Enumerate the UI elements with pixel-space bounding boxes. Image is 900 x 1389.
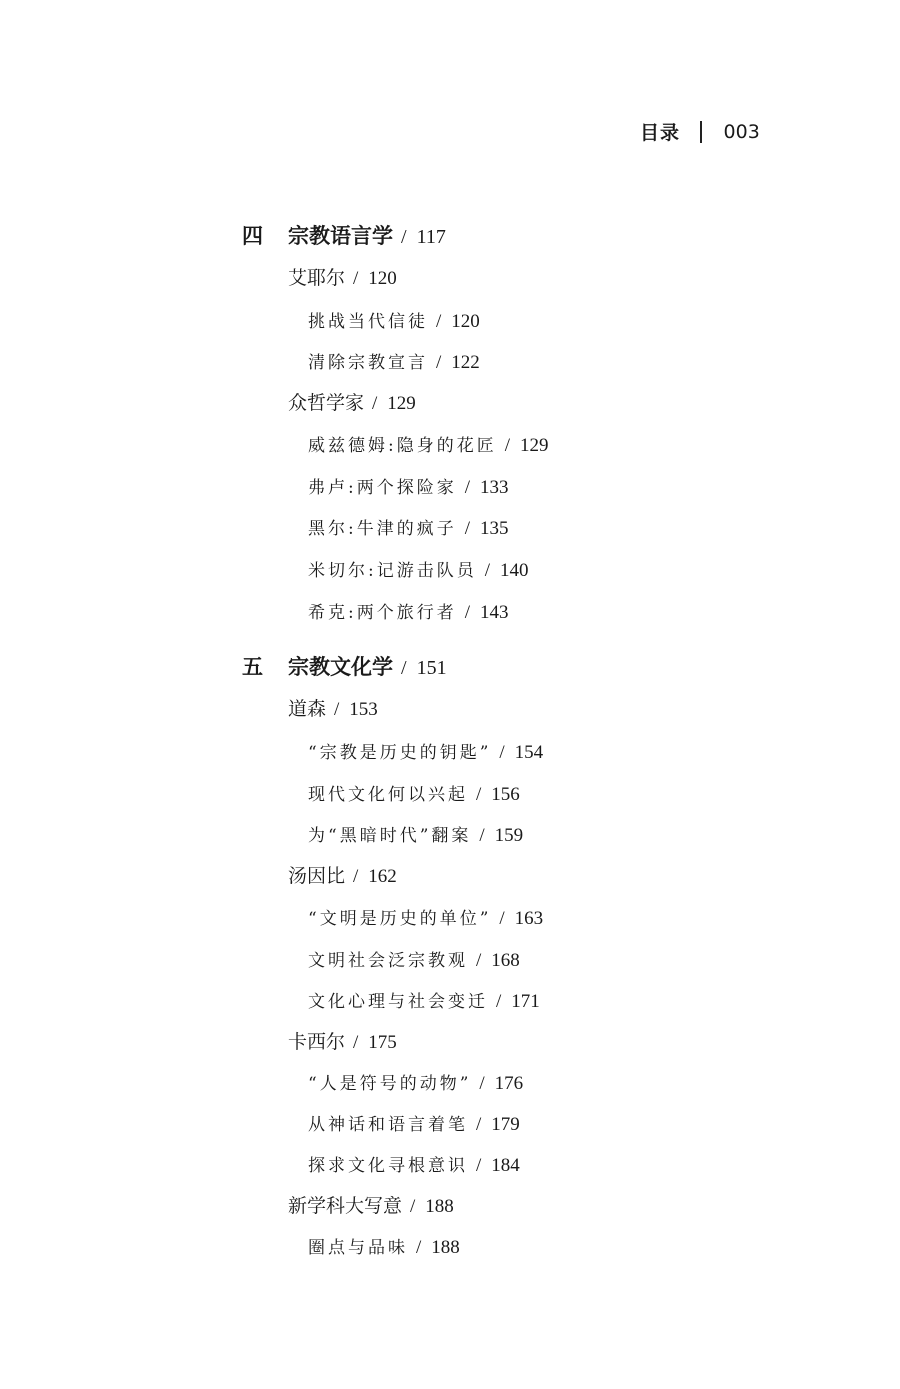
header-page-number: 003 xyxy=(723,120,760,143)
subsection-title: 威兹德姆:隐身的花匠 xyxy=(308,436,497,456)
toc-section: 众哲学家 / 129 xyxy=(288,392,416,414)
toc-subsection: “文明是历史的单位” / 163 xyxy=(308,908,544,929)
toc-section: 汤因比 / 162 xyxy=(288,865,397,887)
page-ref: 154 xyxy=(514,742,544,763)
toc-section: 卡西尔 / 175 xyxy=(288,1031,397,1053)
toc-subsection: 米切尔:记游击队员 / 140 xyxy=(308,560,529,581)
subsection-title: 米切尔:记游击队员 xyxy=(308,561,477,581)
section-title: 新学科大写意 xyxy=(288,1195,403,1217)
chapter-title: 宗教语言学 xyxy=(288,223,393,248)
toc-section: 道森 / 153 xyxy=(288,698,378,720)
subsection-title: 清除宗教宣言 xyxy=(308,353,428,373)
section-title: 众哲学家 xyxy=(288,392,365,414)
page-ref: 184 xyxy=(491,1155,520,1176)
subsection-title: 希克:两个旅行者 xyxy=(308,603,457,623)
header-divider xyxy=(700,121,702,143)
page-ref: 162 xyxy=(368,866,397,887)
toc-subsection: 文明社会泛宗教观 / 168 xyxy=(308,950,520,971)
page-ref: 176 xyxy=(494,1073,524,1094)
subsection-title: 弗卢:两个探险家 xyxy=(308,478,457,498)
subsection-title: 黑尔:牛津的疯子 xyxy=(308,519,457,539)
toc-subsection: 希克:两个旅行者 / 143 xyxy=(308,602,509,623)
section-title: 艾耶尔 xyxy=(288,267,346,289)
page-ref: 129 xyxy=(520,435,549,456)
toc-subsection: 挑战当代信徒 / 120 xyxy=(308,311,480,332)
toc-subsection: 文化心理与社会变迁 / 171 xyxy=(308,991,540,1012)
page-ref: 188 xyxy=(431,1237,460,1258)
subsection-title: 挑战当代信徒 xyxy=(308,312,428,332)
toc-subsection: 探求文化寻根意识 / 184 xyxy=(308,1155,520,1176)
page-ref: 135 xyxy=(480,518,509,539)
page-ref: 151 xyxy=(416,657,447,679)
toc-subsection: 清除宗教宣言 / 122 xyxy=(308,352,480,373)
header-title: 目录 xyxy=(640,122,681,144)
toc-subsection: 弗卢:两个探险家 / 133 xyxy=(308,477,509,498)
chapter-number: 四 xyxy=(242,223,263,248)
toc-subsection: 黑尔:牛津的疯子 / 135 xyxy=(308,518,509,539)
chapter-number: 五 xyxy=(242,654,263,679)
subsection-title: “宗教是历史的钥匙” xyxy=(308,743,492,763)
toc-section: 艾耶尔 / 120 xyxy=(288,267,397,289)
toc-subsection: “宗教是历史的钥匙” / 154 xyxy=(308,742,544,763)
subsection-title: 从神话和语言着笔 xyxy=(308,1115,468,1135)
toc-subsection: 现代文化何以兴起 / 156 xyxy=(308,784,520,805)
page-ref: 122 xyxy=(451,352,480,373)
page-ref: 171 xyxy=(511,991,540,1012)
page-ref: 163 xyxy=(514,908,544,929)
subsection-title: 探求文化寻根意识 xyxy=(308,1156,468,1176)
subsection-title: 圈点与品味 xyxy=(308,1238,408,1258)
page-ref: 120 xyxy=(368,268,397,289)
page-ref: 159 xyxy=(494,825,524,846)
page-ref: 156 xyxy=(491,784,520,805)
page-ref: 120 xyxy=(451,311,480,332)
page-ref: 179 xyxy=(491,1114,520,1135)
subsection-title: 为“黑暗时代”翻案 xyxy=(308,826,472,846)
toc-subsection: “人是符号的动物” / 176 xyxy=(308,1073,524,1094)
subsection-title: 文明社会泛宗教观 xyxy=(308,951,468,971)
section-title: 卡西尔 xyxy=(288,1031,346,1053)
toc-subsection: 圈点与品味 / 188 xyxy=(308,1237,460,1258)
subsection-title: 现代文化何以兴起 xyxy=(308,785,468,805)
page-ref: 153 xyxy=(349,699,378,720)
page-ref: 133 xyxy=(480,477,509,498)
toc-chapter: 四 宗教语言学 / 117 xyxy=(242,223,446,248)
section-title: 道森 xyxy=(288,698,327,720)
page-ref: 143 xyxy=(480,602,509,623)
section-title: 汤因比 xyxy=(288,865,346,887)
page-ref: 188 xyxy=(425,1196,454,1217)
page-ref: 129 xyxy=(387,393,416,414)
subsection-title: 文化心理与社会变迁 xyxy=(308,992,488,1012)
page-ref: 117 xyxy=(416,226,446,248)
subsection-title: “人是符号的动物” xyxy=(308,1074,472,1094)
toc-subsection: 威兹德姆:隐身的花匠 / 129 xyxy=(308,435,549,456)
chapter-title: 宗教文化学 xyxy=(288,654,393,679)
toc-chapter: 五 宗教文化学 / 151 xyxy=(242,654,447,679)
toc-section: 新学科大写意 / 188 xyxy=(288,1195,454,1217)
toc-subsection: 为“黑暗时代”翻案 / 159 xyxy=(308,825,524,846)
toc-subsection: 从神话和语言着笔 / 179 xyxy=(308,1114,520,1135)
page-ref: 168 xyxy=(491,950,520,971)
page-ref: 140 xyxy=(500,560,529,581)
page-ref: 175 xyxy=(368,1032,397,1053)
running-head xyxy=(640,118,760,145)
subsection-title: “文明是历史的单位” xyxy=(308,909,492,929)
